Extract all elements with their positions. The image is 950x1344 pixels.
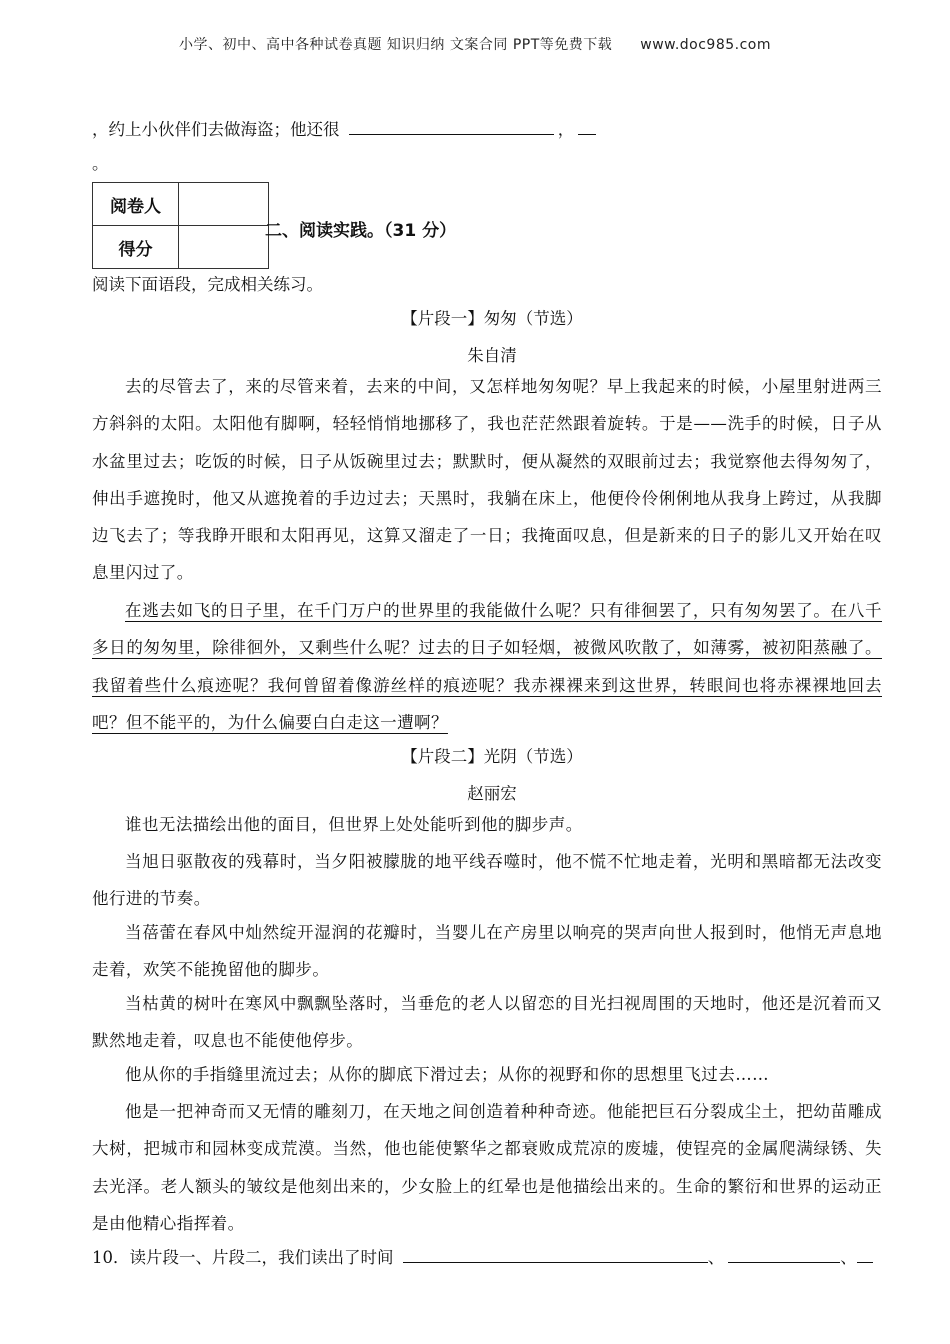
page-header	[0, 34, 950, 54]
header-text: 小学、初中、高中各种试卷真题 知识归纳 文案合同 PPT等免费下载	[178, 37, 613, 53]
score-label: 得分	[93, 226, 179, 269]
passage1-paragraph-1: 去的尽管去了，来的尽管来着，去来的中间，又怎样地匆匆呢？早上我起来的时候，小屋里射进两三方斜斜的太阳。太阳他有脚啊，轻轻悄悄地挪移了，我也茫茫然跟着旋转。于是——洗手的时候，日子从水盆里过去；吃饭的时候，日子从饭碗里过去；默默时，便从凝然的双眼前过去；我觉察他去得匆匆了，伸出手遮挽时，他又从遮挽着的手边过去；天黑时，我躺在床上，他便伶伶俐俐地从我身上跨过，从我脚边飞去了；等我睁开眼和太阳再见，这算又溜走了一日；我掩面叹息，但是新来的日子的影儿又开始在叹息里闪过了。	[92, 377, 882, 583]
passage2-paragraph-2: 当旭日驱散夜的残幕时，当夕阳被朦胧的地平线吞噬时，他不慌不忙地走着，光明和黑暗都无法改变他行进的节奏。	[92, 852, 882, 909]
header-site[interactable]: www.doc985.com	[640, 37, 772, 53]
passage2-paragraph-3: 当蓓蕾在春风中灿然绽开湿润的花瓣时，当婴儿在产房里以响亮的哭声向世人报到时，他悄无声息地走着，欢笑不能挽留他的脚步。	[92, 923, 882, 980]
section-title: 二、阅读实践。（31 分）	[265, 221, 457, 241]
top-line-2: 。	[92, 154, 109, 173]
answer-blank[interactable]	[403, 1248, 708, 1263]
question-10-text: 10．读片段一、片段二，我们读出了时间	[92, 1248, 394, 1267]
top-line-1-text: ，约上小伙伴们去做海盗；他还很	[92, 120, 340, 139]
passage2-title: 【片段二】光阴（节选）	[401, 747, 583, 766]
answer-blank[interactable]	[857, 1248, 873, 1263]
passage2-paragraph-4: 当枯黄的树叶在寒风中飘飘坠落时，当垂危的老人以留恋的目光扫视周围的天地时，他还是沉着而又默然地走着，叹息也不能使他停步。	[92, 994, 882, 1051]
passage2-paragraph-5: 他从你的手指缝里流过去；从你的脚底下滑过去；从你的视野和你的思想里飞过去……	[125, 1065, 770, 1084]
question-10-sep-2: 、	[840, 1248, 857, 1267]
top-line-1-sep: ，	[557, 120, 575, 139]
top-line-1	[92, 116, 892, 140]
score-cell[interactable]	[179, 226, 269, 269]
passage1-author: 朱自清	[467, 346, 517, 365]
passage2-paragraph-1: 谁也无法描绘出他的面目，但世界上处处能听到他的脚步声。	[125, 815, 583, 834]
score-table	[92, 182, 269, 269]
instruction: 阅读下面语段，完成相关练习。	[92, 275, 323, 294]
answer-blank[interactable]	[349, 120, 554, 135]
passage2-paragraph-6: 他是一把神奇而又无情的雕刻刀，在天地之间创造着种种奇迹。他能把巨石分裂成尘土，把幼苗雕成大树，把城市和园林变成荒漠。当然，他也能使繁华之都衰败成荒凉的废墟，使锃亮的金属爬满绿锈、失去光泽。老人额头的皱纹是他刻出来的，少女脸上的红晕也是他描绘出来的。生命的繁衍和世界的运动正是由他精心指挥着。	[92, 1102, 882, 1233]
passage1-title: 【片段一】匆匆（节选）	[401, 309, 583, 328]
answer-blank[interactable]	[728, 1248, 840, 1263]
passage2-author: 赵丽宏	[467, 784, 517, 803]
question-10-sep-1: 、	[707, 1248, 725, 1267]
reviewer-label: 阅卷人	[93, 183, 179, 226]
question-10	[92, 1244, 892, 1268]
passage1-paragraph-2: 在逃去如飞的日子里，在千门万户的世界里的我能做什么呢？只有徘徊罢了，只有匆匆罢了。在八千多日的匆匆里，除徘徊外，又剩些什么呢？过去的日子如轻烟，被微风吹散了，如薄雾，被初阳蒸融了。我留着些什么痕迹呢？我何曾留着像游丝样的痕迹呢？我赤裸裸来到这世界，转眼间也将赤裸裸地回去吧？但不能平的，为什么偏要白白走这一遭啊？	[92, 601, 882, 732]
answer-blank[interactable]	[578, 120, 596, 135]
reviewer-cell[interactable]	[179, 183, 269, 226]
